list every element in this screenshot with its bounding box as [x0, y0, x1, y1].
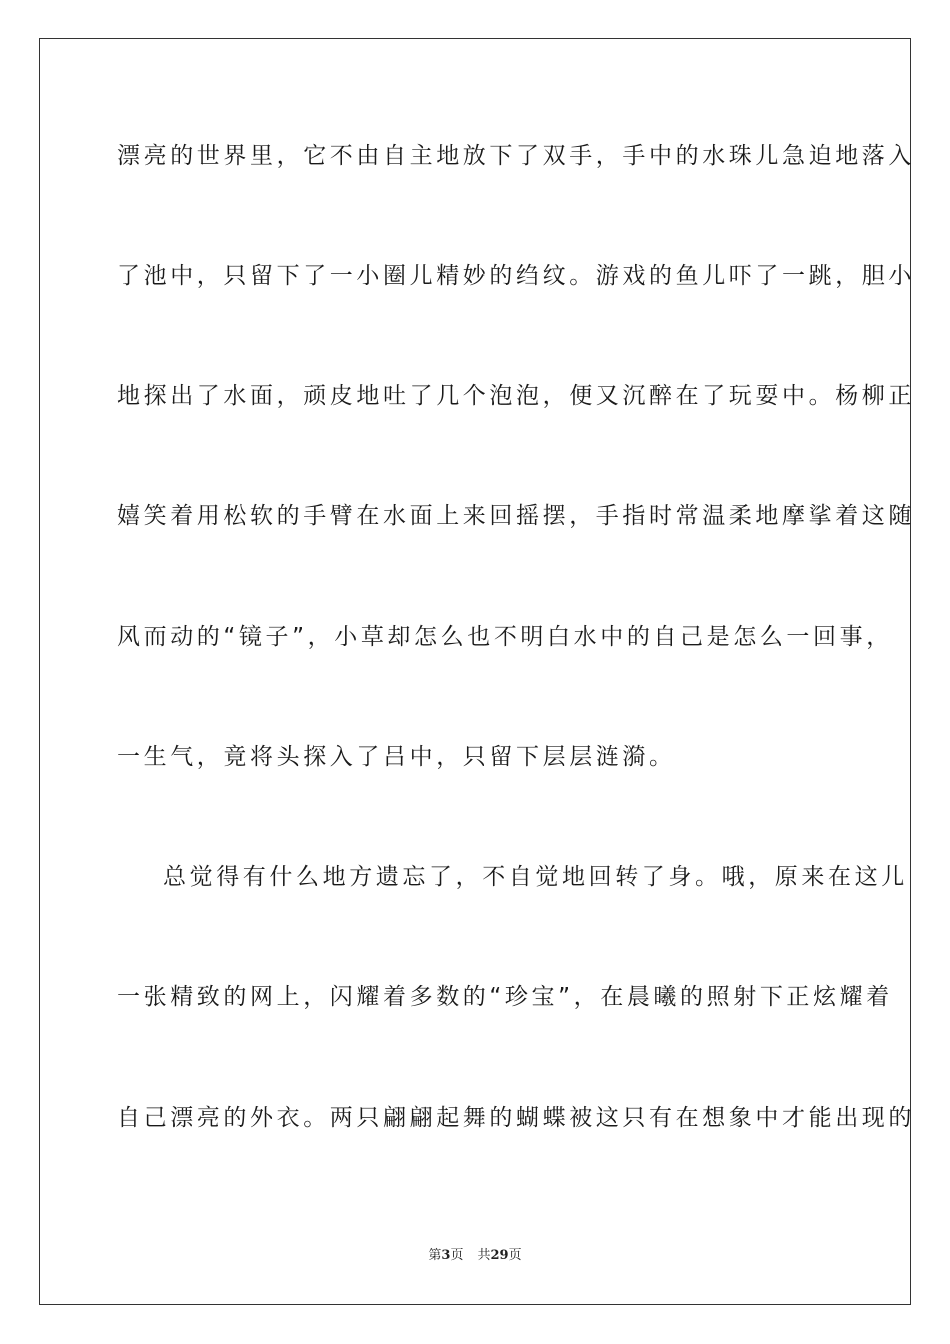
- page-suffix: 页: [450, 1248, 464, 1263]
- text-line: 风而动的“镜子”，小草却怎么也不明白水中的自己是怎么一回事，: [117, 624, 893, 650]
- text-line: 自己漂亮的外衣。两只翩翩起舞的蝴蝶被这只有在想象中才能出现的: [117, 1105, 915, 1131]
- page-number: 3: [441, 1248, 451, 1263]
- text-line: 了池中，只留下了一小圈儿精妙的绉纹。游戏的鱼儿吓了一跳，胆小: [117, 263, 915, 289]
- text-line: 一张精致的网上，闪耀着多数的“珍宝”，在晨曦的照射下正炫耀着: [117, 984, 893, 1010]
- text-line: 总觉得有什么地方遗忘了，不自觉地回转了身。哦，原来在这儿: [163, 864, 908, 890]
- total-pages: 29: [490, 1248, 509, 1263]
- text-line: 漂亮的世界里，它不由自主地放下了双手，手中的水珠儿急迫地落入: [117, 143, 915, 169]
- total-suffix: 页: [508, 1248, 522, 1263]
- page-footer: [0, 1247, 950, 1265]
- total-prefix: 共: [477, 1248, 491, 1263]
- text-line: 一生气，竟将头探入了吕中，只留下层层涟漪。: [117, 744, 676, 770]
- page-prefix: 第: [428, 1248, 442, 1263]
- text-line: 地探出了水面，顽皮地吐了几个泡泡，便又沉醉在了玩耍中。杨柳正: [117, 383, 915, 409]
- text-line: 嬉笑着用松软的手臂在水面上来回摇摆，手指时常温柔地摩挲着这随: [117, 503, 915, 529]
